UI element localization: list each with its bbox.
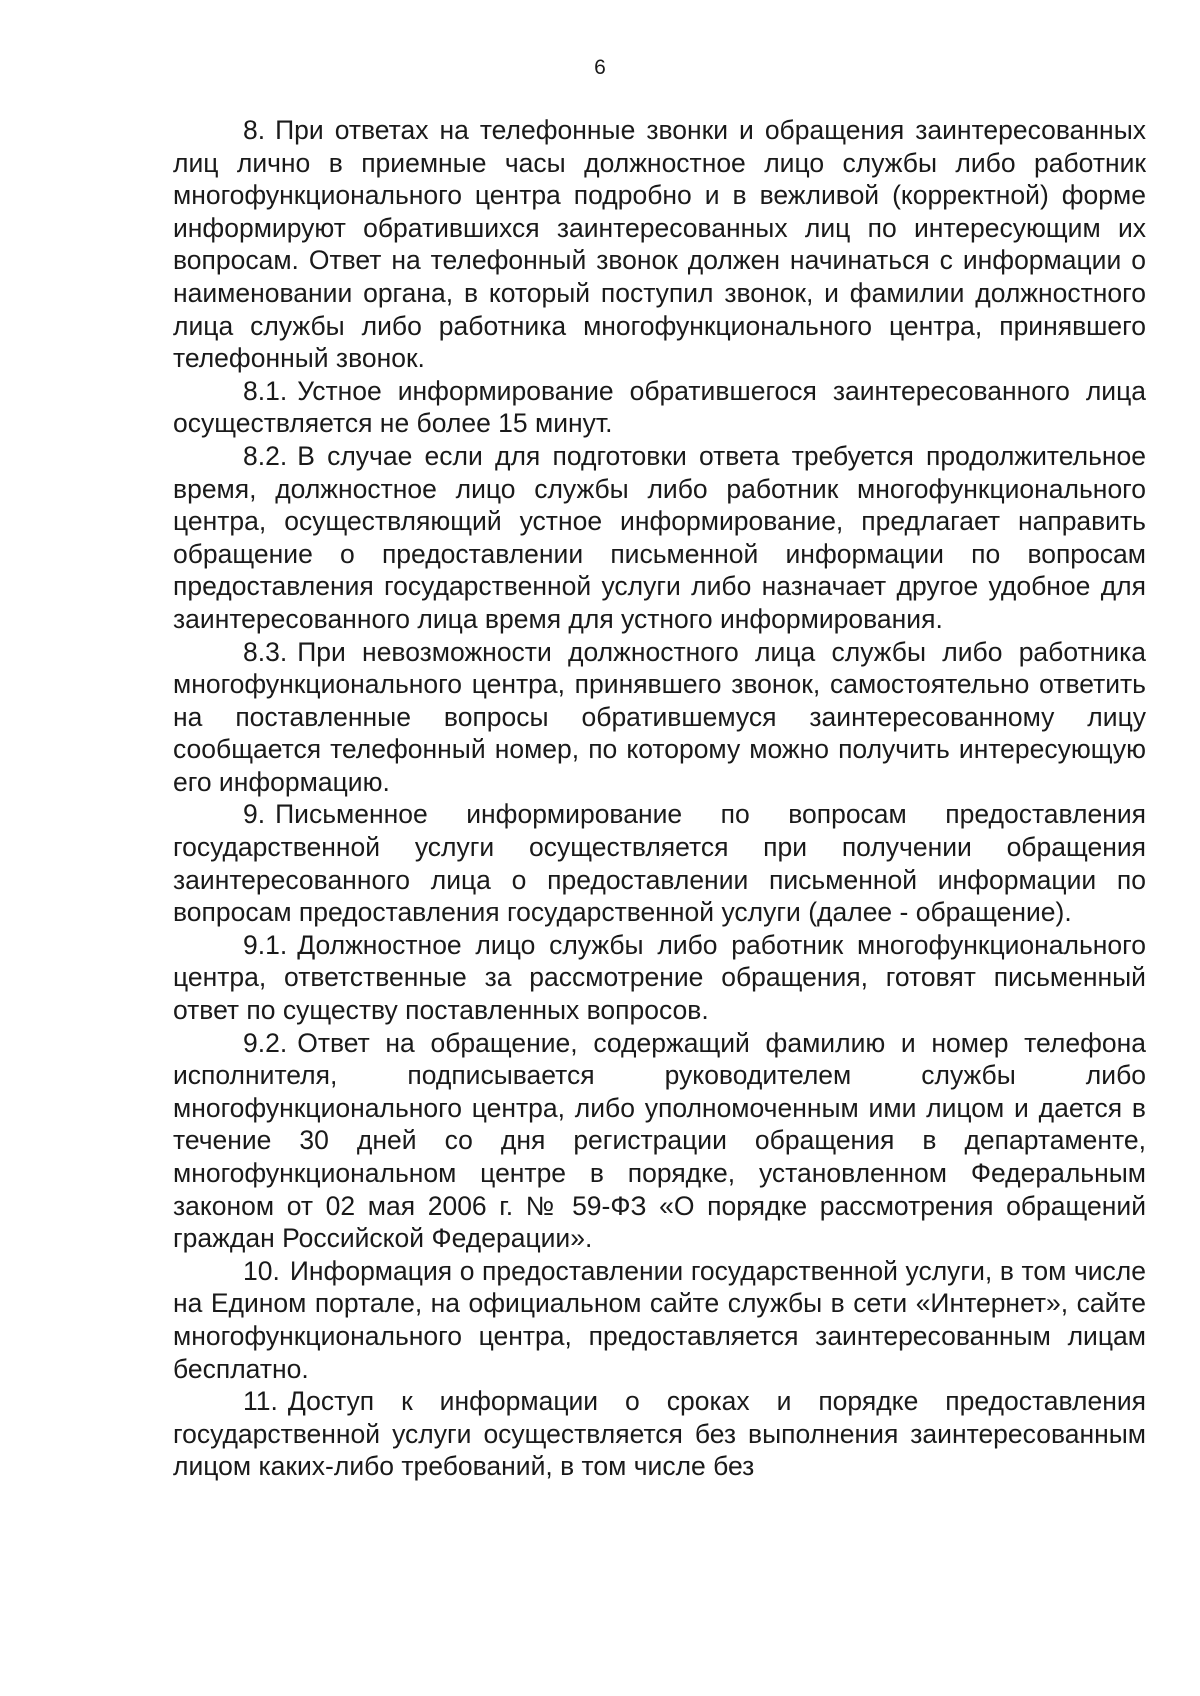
paragraph-number: 8.3.	[243, 636, 288, 667]
paragraph-text: При ответах на телефонные звонки и обращения заинтересованных лиц лично в приемные часы должностное лицо службы либо работник многофункционального центра подробно и в вежливой (корректной) форме информируют обратившихся заинтересованных лиц по интересующим их вопросам. Ответ на телефонный звонок должен начинаться с информации о наименовании органа, в который поступил звонок, и фамилии должностного лица службы либо работника многофункционального центра, принявшего телефонный звонок.	[173, 115, 1146, 374]
paragraph-number: 11.	[243, 1386, 278, 1417]
paragraph-text: При невозможности должностного лица службы либо работника многофункционального центра, принявшего звонок, самостоятельно ответить на поставленные вопросы обратившемуся заинтересованному лицу сообщается телефонный номер, по которому можно получить интересующую его информацию.	[173, 636, 1146, 797]
paragraph-number: 8.2.	[243, 440, 288, 471]
paragraph-number: 8.	[243, 115, 266, 145]
paragraph-10	[173, 1255, 1146, 1385]
paragraph-text: В случае если для подготовки ответа требуется продолжительное время, должностное лицо службы либо работник многофункционального центра, осуществляющий устное информирование, предлагает направить обращение о предоставлении письменной информации по вопросам предоставления государственной услуги либо назначает другое удобное для заинтересованного лица время для устного информирования.	[173, 440, 1146, 634]
paragraph-text: Информация о предоставлении государственной услуги, в том числе на Едином портале, на официальном сайте службы в сети «Интернет», сайте многофункционального центра, предоставляется заинтересованным лицам бесплатно.	[173, 1255, 1146, 1384]
paragraph-8	[173, 114, 1146, 375]
paragraph-text: Ответ на обращение, содержащий фамилию и номер телефона исполнителя, подписывается руководителем службы либо многофункционального центра, либо уполномоченным ими лицом и дается в течение 30 дней со дня регистрации обращения в департаменте, многофункциональном центре в порядке, установленном Федеральным законом от 02 мая 2006 г. № 59-ФЗ «О порядке рассмотрения обращений граждан Российской Федерации».	[173, 1027, 1146, 1254]
paragraph-number: 9.2.	[243, 1027, 288, 1058]
paragraph-number: 9.	[243, 799, 266, 830]
paragraph-text: Письменное информирование по вопросам предоставления государственной услуги осуществляется при получении обращения заинтересованного лица о предоставлении письменной информации по вопросам предоставления государственной услуги (далее - обращение).	[173, 799, 1146, 928]
paragraph-text: Доступ к информации о сроках и порядке предоставления государственной услуги осуществляется без выполнения заинтересованным лицом каких-либо требований, в том числе без	[173, 1386, 1146, 1482]
paragraph-number: 9.1.	[243, 929, 288, 960]
paragraph-text: Должностное лицо службы либо работник многофункционального центра, ответственные за рассмотрение обращения, готовят письменный ответ по существу поставленных вопросов.	[173, 929, 1146, 1026]
document-body	[173, 114, 1146, 1483]
paragraph-8-1	[173, 375, 1146, 440]
paragraph-9-1	[173, 929, 1146, 1027]
paragraph-9-2	[173, 1027, 1146, 1255]
paragraph-text: Устное информирование обратившегося заинтересованного лица осуществляется не более 15 минут.	[173, 375, 1146, 439]
paragraph-9	[173, 798, 1146, 928]
paragraph-number: 8.1.	[243, 375, 288, 406]
paragraph-8-2	[173, 440, 1146, 636]
paragraph-11	[173, 1385, 1146, 1483]
page-number: 6	[594, 56, 606, 79]
paragraph-8-3	[173, 636, 1146, 799]
paragraph-number: 10.	[243, 1255, 280, 1286]
